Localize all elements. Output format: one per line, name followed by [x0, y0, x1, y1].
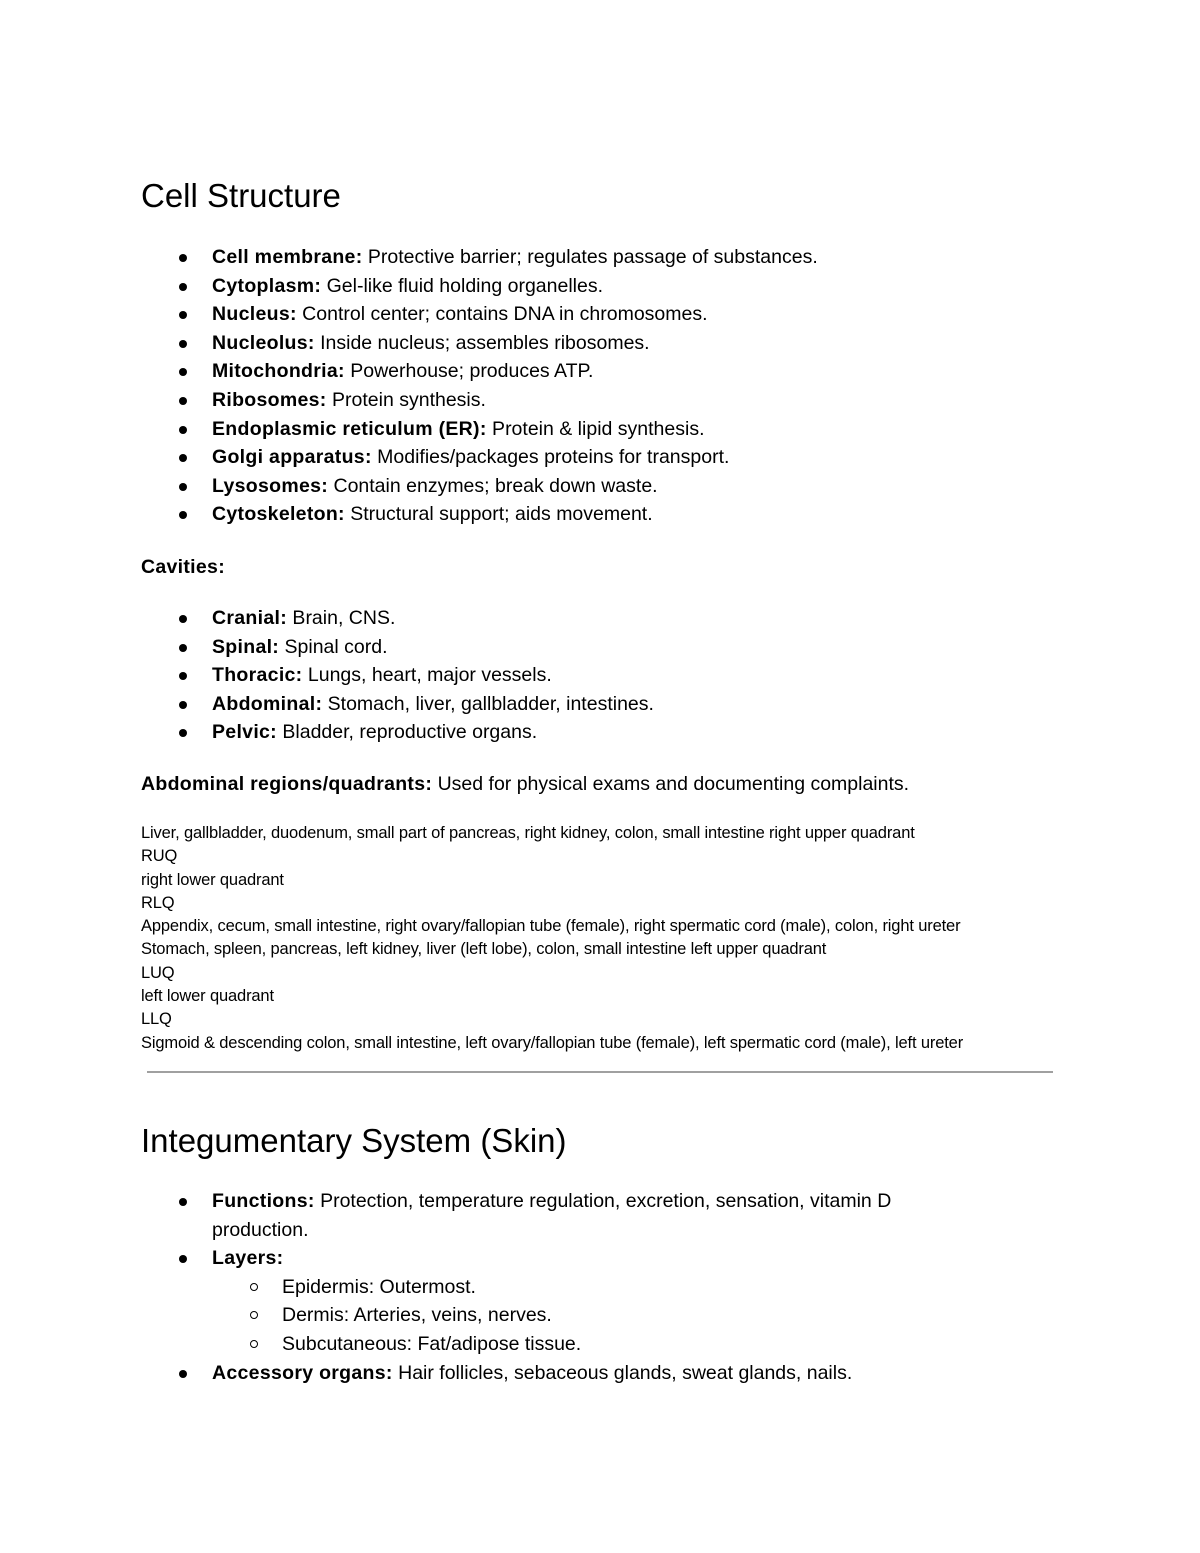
cavities-heading — [141, 553, 225, 581]
description: Hair follicles, sebaceous glands, sweat glands, nails. — [392, 1361, 853, 1384]
list-item — [212, 443, 818, 472]
term: Cranial: — [212, 607, 288, 629]
description: Brain, CNS. — [287, 607, 396, 629]
list-item — [212, 633, 654, 662]
note-line: RUQ — [141, 847, 178, 866]
section-title-cell-structure: Cell Structure — [141, 177, 341, 214]
description: Contain enzymes; break down waste. — [328, 474, 658, 497]
list-item — [212, 718, 654, 747]
description: Powerhouse; produces ATP. — [344, 360, 594, 383]
abdominal-regions-paragraph — [141, 770, 909, 798]
list-item-accessory-organs — [212, 1359, 972, 1388]
note-line: LUQ — [141, 963, 175, 982]
layers-sublist — [212, 1273, 972, 1359]
description: Protein & lipid synthesis. — [486, 417, 705, 440]
list-item — [212, 604, 654, 633]
list-item — [212, 472, 818, 501]
integumentary-list — [212, 1187, 972, 1387]
cavities-label: Cavities: — [141, 556, 225, 578]
description: Inside nucleus; assembles ribosomes. — [314, 331, 650, 354]
note-line: Liver, gallbladder, duodenum, small part of pancreas, right kidney, colon, small intestine right upper quadrant — [141, 824, 915, 842]
term: Accessory organs: — [212, 1361, 393, 1384]
description: Protective barrier; regulates passage of substances. — [362, 246, 818, 268]
description: Protection, temperature regulation, excretion, sensation, vitamin D production. — [212, 1190, 892, 1241]
term: Spinal: — [212, 635, 280, 658]
description: Control center; contains DNA in chromosomes. — [296, 303, 708, 326]
list-item — [212, 500, 818, 529]
description: Used for physical exams and documenting complaints. — [432, 773, 910, 795]
term: Nucleus: — [212, 303, 297, 326]
term: Layers: — [212, 1247, 284, 1270]
term: Nucleolus: — [212, 331, 315, 354]
note-line: left lower quadrant — [141, 987, 274, 1006]
term: Ribosomes: — [212, 388, 327, 411]
horizontal-divider — [147, 1071, 1053, 1073]
sublist-item: Subcutaneous: Fat/adipose tissue. — [282, 1330, 972, 1359]
term: Golgi apparatus: — [212, 446, 372, 469]
note-line: right lower quadrant — [141, 870, 284, 889]
list-item-functions — [212, 1187, 972, 1244]
list-item — [212, 661, 654, 690]
term: Pelvic: — [212, 721, 277, 744]
cavities-list — [212, 604, 654, 747]
list-item — [212, 386, 818, 415]
description: Spinal cord. — [279, 635, 388, 658]
note-line: LLQ — [141, 1010, 172, 1029]
list-item — [212, 357, 818, 386]
note-line: Stomach, spleen, pancreas, left kidney, liver (left lobe), colon, small intestine left upper quadrant — [141, 940, 827, 959]
list-item-layers — [212, 1244, 972, 1358]
list-item — [212, 272, 818, 301]
term: Cell membrane: — [212, 246, 363, 268]
term: Thoracic: — [212, 664, 303, 687]
list-item — [212, 243, 818, 272]
term: Functions: — [212, 1190, 315, 1212]
note-line: Appendix, cecum, small intestine, right ovary/fallopian tube (female), right spermatic cord (male), colon, right ureter — [141, 917, 961, 936]
description: Modifies/packages proteins for transport. — [371, 446, 730, 469]
description: Gel-like fluid holding organelles. — [321, 274, 604, 297]
description: Protein synthesis. — [326, 388, 486, 411]
term: Lysosomes: — [212, 474, 329, 497]
term: Mitochondria: — [212, 360, 345, 383]
list-item — [212, 329, 818, 358]
note-line: Sigmoid & descending colon, small intestine, left ovary/fallopian tube (female), left spermatic cord (male), left ureter — [141, 1033, 964, 1052]
cell-structure-list — [212, 243, 818, 529]
term: Abdominal: — [212, 692, 323, 715]
note-line: RLQ — [141, 893, 175, 912]
term: Abdominal regions/quadrants: — [141, 773, 433, 795]
section-title-integumentary: Integumentary System (Skin) — [141, 1122, 567, 1159]
sublist-item: Dermis: Arteries, veins, nerves. — [282, 1301, 972, 1330]
quadrant-notes — [141, 822, 963, 1055]
description: Bladder, reproductive organs. — [276, 721, 538, 744]
term: Cytoplasm: — [212, 274, 322, 297]
term: Cytoskeleton: — [212, 503, 345, 526]
list-item — [212, 300, 818, 329]
description: Structural support; aids movement. — [344, 503, 653, 526]
term: Endoplasmic reticulum (ER): — [212, 417, 487, 440]
sublist-item: Epidermis: Outermost. — [282, 1273, 972, 1302]
list-item — [212, 415, 818, 444]
list-item — [212, 690, 654, 719]
description: Stomach, liver, gallbladder, intestines. — [322, 692, 654, 715]
description: Lungs, heart, major vessels. — [302, 664, 552, 687]
